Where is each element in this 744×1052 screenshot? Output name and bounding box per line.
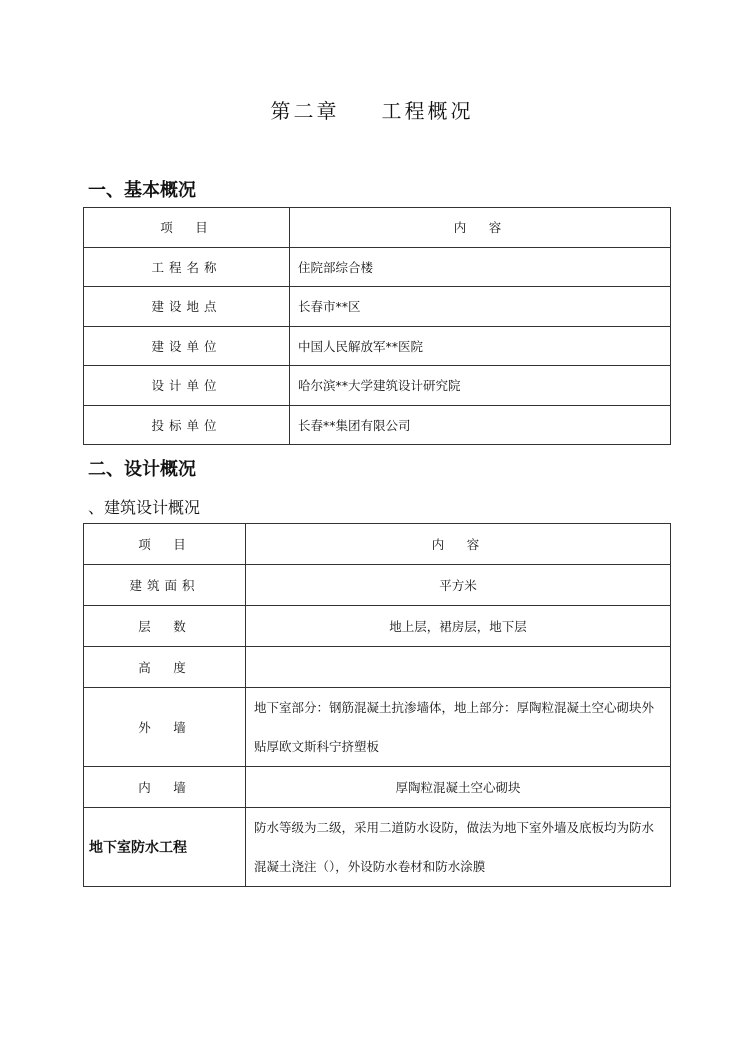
row-value: 厚陶粒混凝土空心砌块 <box>246 767 671 808</box>
table-header-row <box>84 208 671 248</box>
row-value: 地上层，裙房层，地下层 <box>246 606 671 647</box>
row-value <box>246 647 671 688</box>
row-value: 哈尔滨**大学建筑设计研究院 <box>290 366 671 406</box>
row-key: 投标单位 <box>84 405 290 445</box>
section-heading-design: 二、设计概况 <box>88 459 196 480</box>
row-value: 防水等级为二级，采用二道防水设防，做法为地下室外墙及底板均为防水混凝土浇注（），外设防水卷材和防水涂膜 <box>246 808 671 887</box>
header-item: 项 目 <box>84 524 246 565</box>
table-row <box>84 326 671 366</box>
row-key: 设计单位 <box>84 366 290 406</box>
table-row <box>84 405 671 445</box>
header-content: 内 容 <box>290 208 671 248</box>
row-key: 工程名称 <box>84 247 290 287</box>
row-key: 高 度 <box>84 647 246 688</box>
table-row <box>84 565 671 606</box>
row-value: 长春市**区 <box>290 287 671 327</box>
table-row <box>84 606 671 647</box>
row-key: 层 数 <box>84 606 246 647</box>
row-key: 建筑面积 <box>84 565 246 606</box>
header-content: 内 容 <box>246 524 671 565</box>
row-key: 内 墙 <box>84 767 246 808</box>
table-row <box>84 366 671 406</box>
chapter-name: 工程概况 <box>381 99 474 123</box>
row-key: 建设地点 <box>84 287 290 327</box>
row-value: 中国人民解放军**医院 <box>290 326 671 366</box>
table-row <box>84 287 671 327</box>
row-value: 地下室部分：钢筋混凝土抗渗墙体，地上部分：厚陶粒混凝土空心砌块外贴厚欧文斯科宁挤塑板 <box>246 688 671 767</box>
row-key: 建设单位 <box>84 326 290 366</box>
table-row <box>84 688 671 767</box>
chapter-title <box>0 95 744 124</box>
header-item: 项 目 <box>84 208 290 248</box>
row-value: 平方米 <box>246 565 671 606</box>
row-key: 外 墙 <box>84 688 246 767</box>
row-value: 长春**集团有限公司 <box>290 405 671 445</box>
row-key: 地下室防水工程 <box>84 808 246 887</box>
table-header-row <box>84 524 671 565</box>
section-heading-basic: 一、基本概况 <box>88 180 196 201</box>
chapter-number: 第二章 <box>270 99 340 123</box>
basic-info-table <box>83 207 671 445</box>
table-row <box>84 808 671 887</box>
row-value: 住院部综合楼 <box>290 247 671 287</box>
table-row <box>84 767 671 808</box>
design-info-table <box>83 523 671 887</box>
table-row <box>84 647 671 688</box>
table-row <box>84 247 671 287</box>
subsection-heading-architecture: 、建筑设计概况 <box>88 498 201 517</box>
